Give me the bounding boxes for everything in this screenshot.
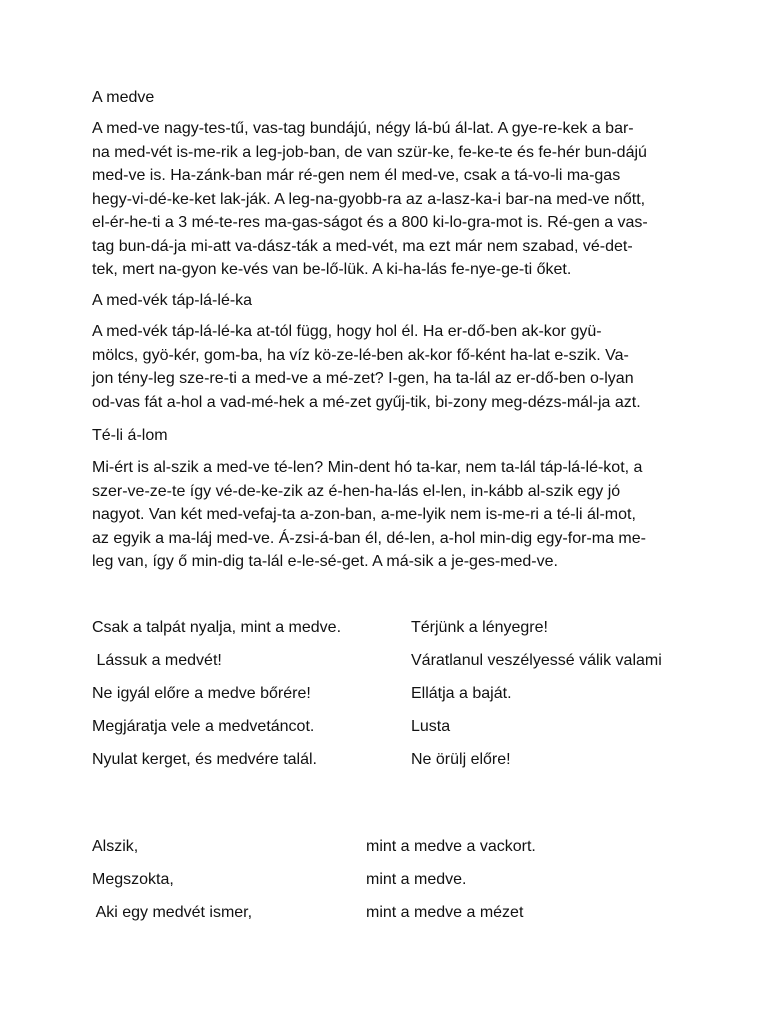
proverb-row (92, 615, 692, 648)
proverb-text: Megjáratja vele a medvetáncot. (92, 718, 315, 735)
simile-start: Aki egy medvét ismer, (92, 904, 253, 921)
meaning-text: Váratlanul veszélyessé válik valami (411, 652, 662, 669)
paragraph-line: el-ér-he-ti a 3 mé-te-res ma-gas-ságot és a 800 ki-lo-gra-mot is. Ré-gen a vas- (92, 214, 648, 231)
paragraph-line: A med-vék táp-lá-lé-ka at-tól függ, hogy hol él. Ha er-dő-ben ak-kor gyü- (92, 323, 602, 340)
meaning-text: Lusta (411, 718, 451, 735)
paragraph-line: szer-ve-ze-te így vé-de-ke-zik az é-hen-ha-lás el-len, in-kább al-szik egy jó (92, 482, 621, 500)
paragraph-line: Mi-ért is al-szik a med-ve té-len? Min-dent hó ta-kar, nem ta-lál táp-lá-lé-kot, a (92, 459, 643, 476)
paragraph-teli-alom (92, 456, 678, 574)
paragraph-line: tag bun-dá-ja mi-att va-dász-ták a med-vét, ma ezt már nem szabad, vé-det- (92, 237, 633, 255)
proverb-meaning-table (92, 615, 692, 780)
paragraph-line: od-vas fát a-hol a vad-mé-hek a mé-zet gyűj-tik, bi-zony meg-dézs-mál-ja azt. (92, 393, 641, 411)
section-title-teli-alom: Té-li á-lom (92, 427, 168, 444)
section-title-taplaleka: A med-vék táp-lá-lé-ka (92, 292, 253, 309)
proverb-text: Nyulat kerget, és medvére talál. (92, 751, 317, 768)
paragraph-line: leg van, így ő min-dig ta-lál e-le-sé-get. A má-sik a je-ges-med-ve. (92, 553, 558, 570)
paragraph-line: med-ve is. Ha-zánk-ban már ré-gen nem él med-ve, csak a tá-vo-li ma-gas (92, 167, 621, 184)
paragraph-line: tek, mert na-gyon ke-vés van be-lő-lük. A ki-ha-lás fe-nye-ge-ti őket. (92, 261, 572, 278)
simile-row (92, 900, 692, 933)
paragraph-line: jon tény-leg sze-re-ti a med-ve a mé-zet? I-gen, ha ta-lál az er-dő-ben o-lyan (92, 370, 634, 387)
paragraph-a-medve (92, 117, 678, 282)
simile-end: mint a medve a mézet (366, 904, 524, 921)
proverb-text: Lássuk a medvét! (92, 652, 222, 669)
paragraph-line: na med-vét is-me-rik a leg-job-ban, de van szür-ke, fe-ke-te és fe-hér bun-dájú (92, 143, 647, 161)
proverb-text: Ne igyál előre a medve bőrére! (92, 685, 311, 702)
simile-match-table (92, 834, 692, 933)
proverb-row (92, 714, 692, 747)
simile-start: Megszokta, (92, 871, 174, 888)
simile-row (92, 834, 692, 867)
simile-end: mint a medve a vackort. (366, 838, 536, 855)
paragraph-line: az egyik a ma-láj med-ve. Á-zsi-á-ban él, dé-len, a-hol min-dig egy-for-ma me- (92, 529, 646, 547)
meaning-text: Térjünk a lényegre! (411, 619, 548, 636)
proverb-row (92, 681, 692, 714)
simile-end: mint a medve. (366, 871, 467, 888)
proverb-row (92, 648, 692, 681)
meaning-text: Ellátja a baját. (411, 685, 512, 702)
paragraph-line: A med-ve nagy-tes-tű, vas-tag bundájú, négy lá-bú ál-lat. A gye-re-kek a bar- (92, 120, 634, 137)
simile-row (92, 867, 692, 900)
proverb-row (92, 747, 692, 780)
section-title-a-medve: A medve (92, 89, 155, 106)
proverb-text: Csak a talpát nyalja, mint a medve. (92, 619, 342, 636)
simile-start: Alszik, (92, 838, 139, 855)
meaning-text: Ne örülj előre! (411, 751, 511, 768)
paragraph-line: hegy-vi-dé-ke-ket lak-ják. A leg-na-gyobb-ra az a-lasz-ka-i bar-na med-ve nőtt, (92, 190, 646, 208)
paragraph-line: mölcs, gyö-kér, gom-ba, ha víz kö-ze-lé-ben ak-kor fő-ként ha-lat e-szik. Va- (92, 346, 629, 364)
paragraph-taplaleka (92, 320, 678, 414)
paragraph-line: nagyot. Van két med-vefaj-ta a-zon-ban, a-me-lyik nem is-me-ri a té-li ál-mot, (92, 506, 636, 523)
